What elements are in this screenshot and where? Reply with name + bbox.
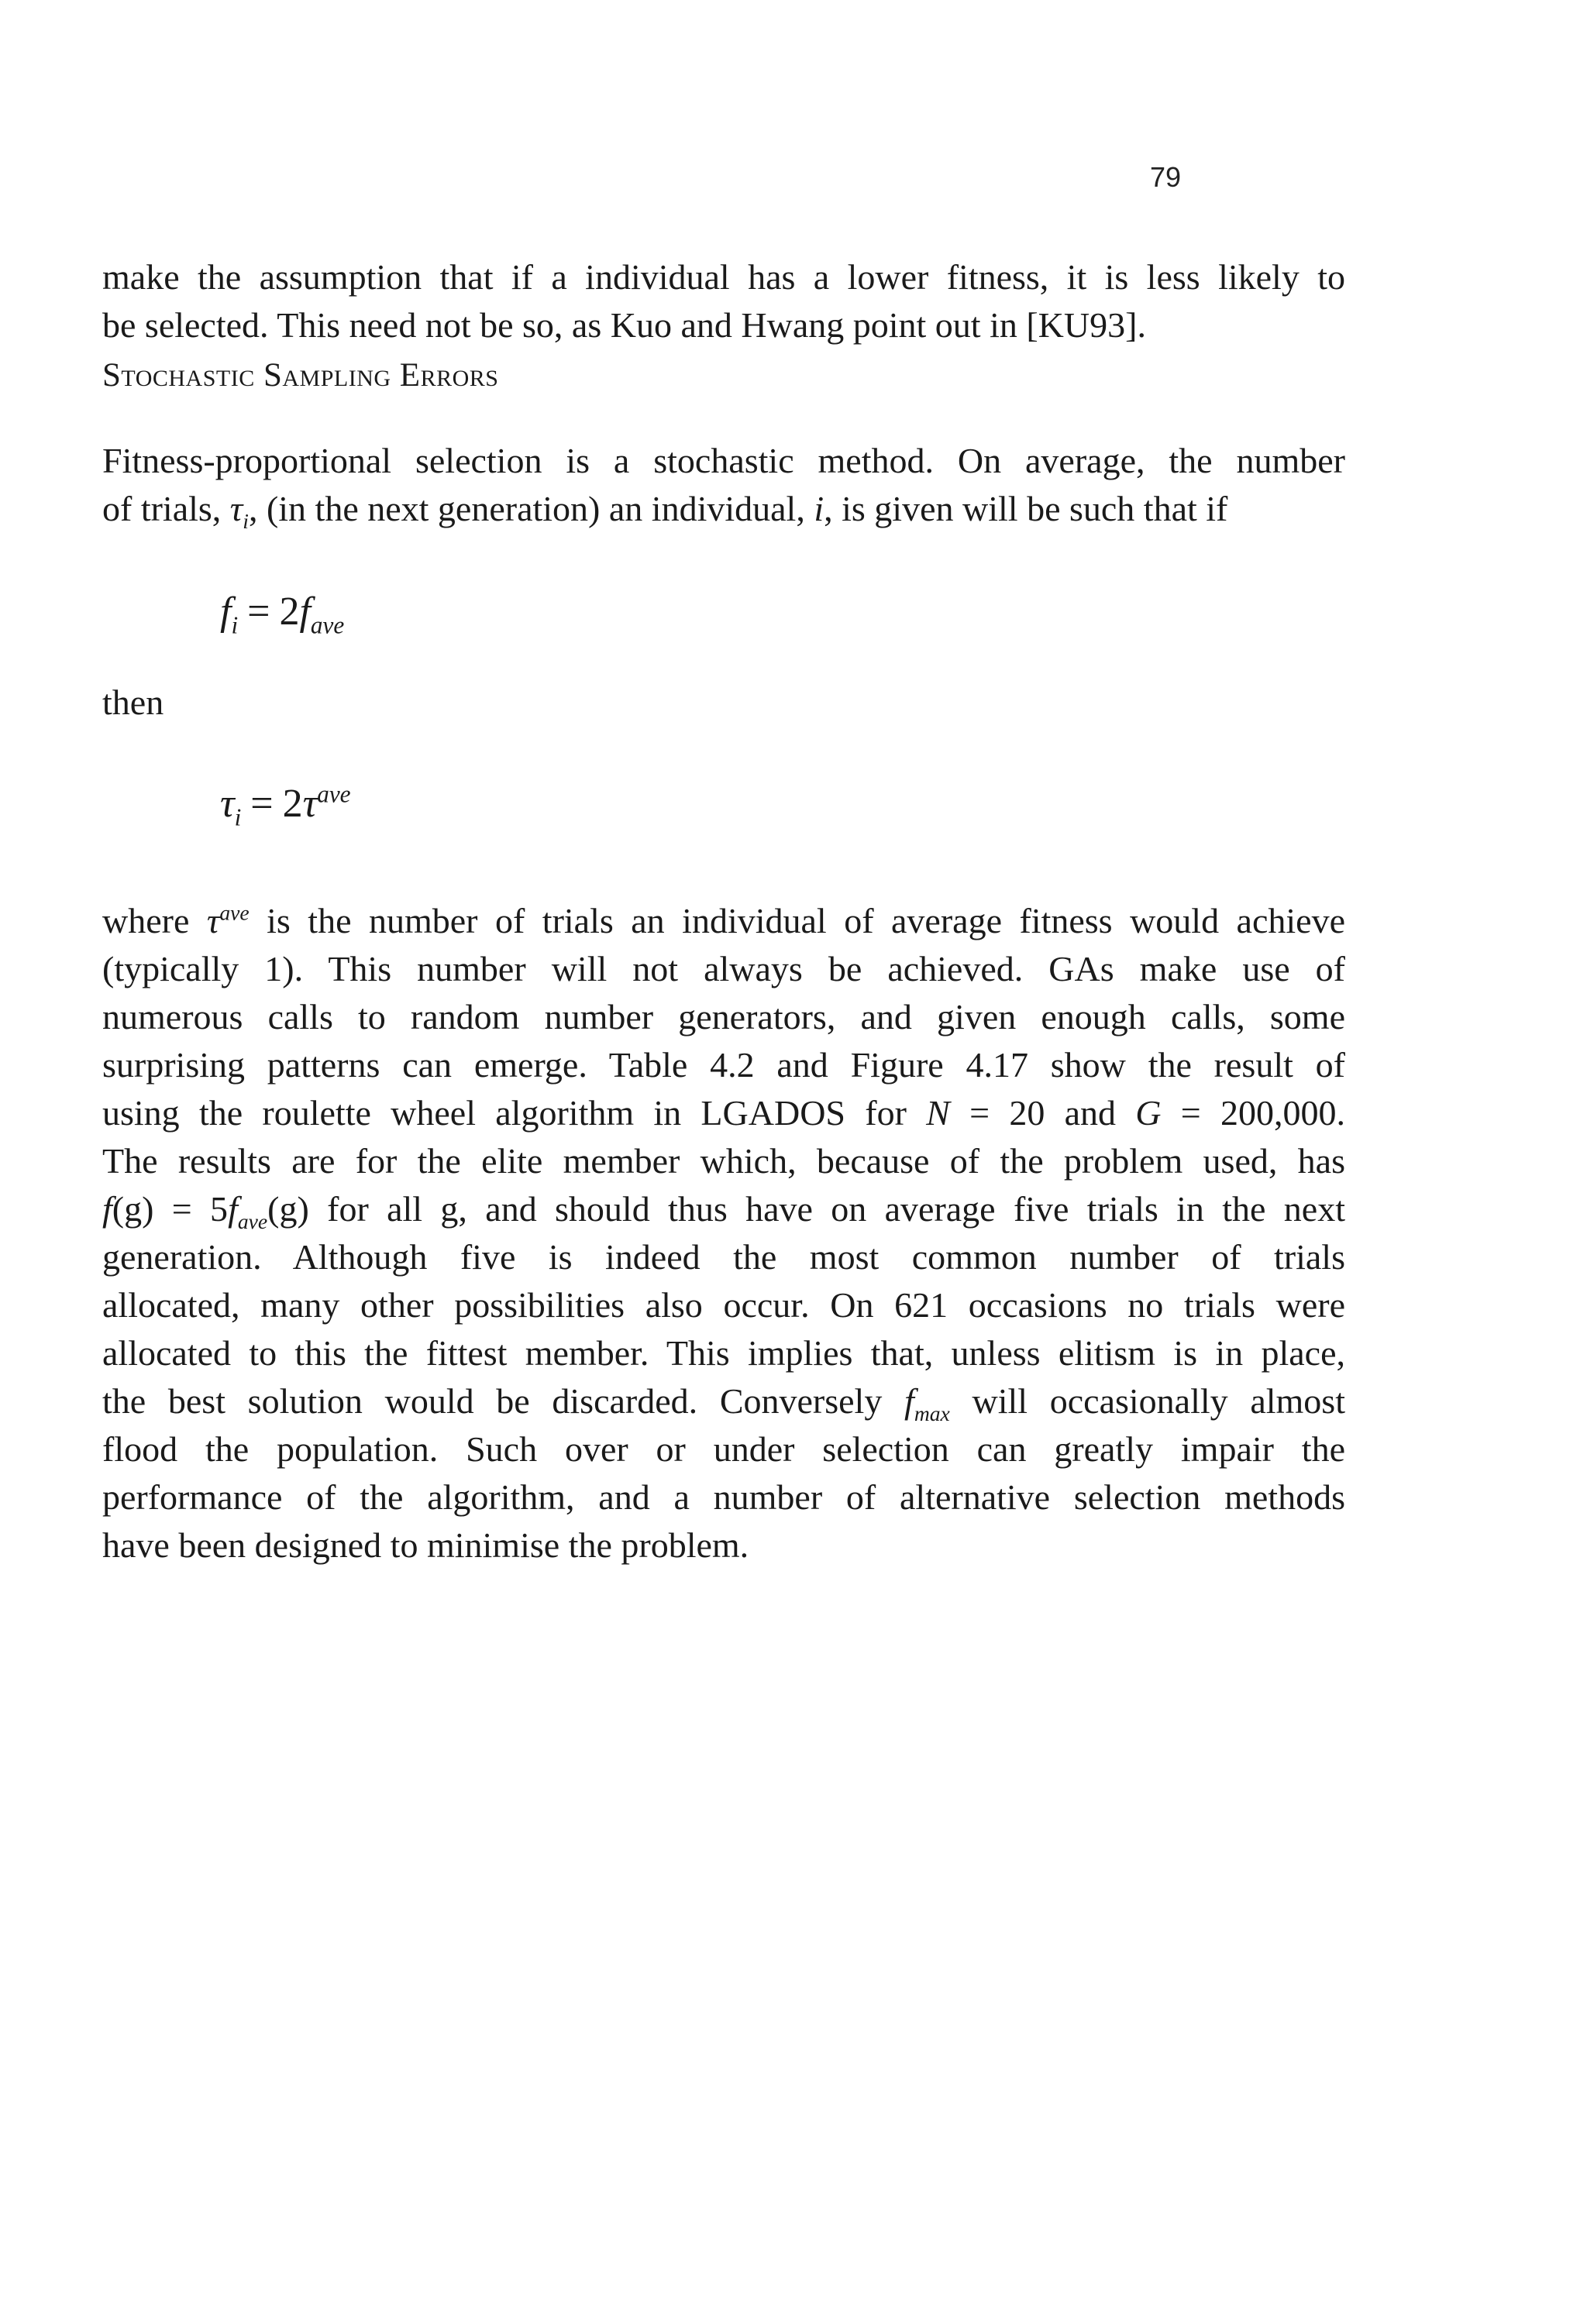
text-span: = 200,000. bbox=[1161, 1093, 1345, 1133]
eq-coef: 2 bbox=[282, 782, 303, 826]
text-span: will occasionally almost bbox=[949, 1381, 1345, 1421]
tau-symbol: τ bbox=[206, 901, 220, 940]
text-line: make the assumption that if a individual has a lower fitness, it is less likely to bbox=[102, 257, 1345, 297]
then-word: then bbox=[102, 682, 164, 722]
equation-trials bbox=[220, 780, 351, 831]
eq-rhs: f bbox=[299, 590, 311, 634]
text-span: the best solution would be discarded. Conversely bbox=[102, 1381, 905, 1421]
text-line: (typically 1). This number will not always be achieved. GAs make use of bbox=[102, 949, 1345, 988]
eq-equals: = bbox=[250, 782, 274, 826]
eq-lhs: f bbox=[220, 590, 232, 634]
text-line: performance of the algorithm, and a number of alternative selection methods bbox=[102, 1477, 1345, 1517]
eq-rhs: τ bbox=[302, 782, 318, 826]
subscript: max bbox=[914, 1401, 950, 1426]
text-line: numerous calls to random number generators, and given enough calls, some bbox=[102, 997, 1345, 1037]
subscript: i bbox=[243, 509, 249, 534]
eq-lhs-sub: i bbox=[231, 611, 239, 639]
eq-coef: 2 bbox=[279, 590, 300, 634]
tau-symbol: τ bbox=[229, 489, 243, 528]
eq-rhs-sub: ave bbox=[310, 611, 345, 639]
text-line: Fitness-proportional selection is a stochastic method. On average, the number bbox=[102, 441, 1345, 480]
variable-N: N bbox=[926, 1093, 950, 1133]
text-span: where bbox=[102, 901, 207, 940]
eq-lhs: τ bbox=[220, 782, 235, 826]
text-span: , is given will be such that if bbox=[824, 489, 1228, 528]
text-span: is the number of trials an individual of average fitness would achieve bbox=[249, 901, 1346, 940]
text-line bbox=[102, 897, 1345, 945]
text-line: be selected. This need not be so, as Kuo and Hwang point out in [KU93]. bbox=[102, 305, 1146, 345]
text-span: (g) = 5 bbox=[112, 1189, 229, 1229]
equation-fitness bbox=[220, 589, 345, 639]
text-line: surprising patterns can emerge. Table 4.2 and Figure 4.17 show the result of bbox=[102, 1045, 1345, 1085]
text-span: (g) for all g, and should thus have on average five trials in the next bbox=[267, 1189, 1345, 1229]
text-span: = 20 and bbox=[949, 1093, 1136, 1133]
paragraph-1 bbox=[102, 437, 1345, 533]
eq-rhs-sup: ave bbox=[317, 780, 351, 808]
text-line: allocated, many other possibilities also occur. On 621 occasions no trials were bbox=[102, 1285, 1345, 1325]
variable-G: G bbox=[1135, 1093, 1162, 1133]
variable-f: f bbox=[102, 1189, 112, 1229]
subscript: ave bbox=[237, 1209, 268, 1234]
section-heading: Stochastic Sampling Errors bbox=[102, 357, 499, 394]
superscript: ave bbox=[219, 900, 250, 925]
paragraph-2 bbox=[102, 897, 1345, 1569]
page-number: 79 bbox=[1150, 161, 1182, 193]
text-line bbox=[102, 485, 1345, 533]
variable-i: i bbox=[814, 489, 824, 528]
eq-lhs-sub: i bbox=[234, 803, 242, 831]
text-line: The results are for the elite member which, because of the problem used, has bbox=[102, 1141, 1345, 1181]
variable-f: f bbox=[904, 1381, 914, 1421]
text-line: allocated to this the fittest member. This implies that, unless elitism is in place, bbox=[102, 1333, 1345, 1373]
text-line bbox=[102, 1089, 1345, 1137]
variable-f: f bbox=[228, 1189, 238, 1229]
eq-equals: = bbox=[247, 590, 270, 634]
text-span: , (in the next generation) an individual, bbox=[248, 489, 814, 528]
intro-paragraph bbox=[102, 253, 1345, 349]
text-span: of trials, bbox=[102, 489, 230, 528]
text-line bbox=[102, 1377, 1345, 1425]
text-span: using the roulette wheel algorithm in LGADOS for bbox=[102, 1093, 927, 1133]
text-line: have been designed to minimise the problem. bbox=[102, 1525, 749, 1565]
text-line: generation. Although five is indeed the most common number of trials bbox=[102, 1237, 1345, 1277]
text-line: flood the population. Such over or under selection can greatly impair the bbox=[102, 1429, 1345, 1469]
text-line bbox=[102, 1185, 1345, 1233]
